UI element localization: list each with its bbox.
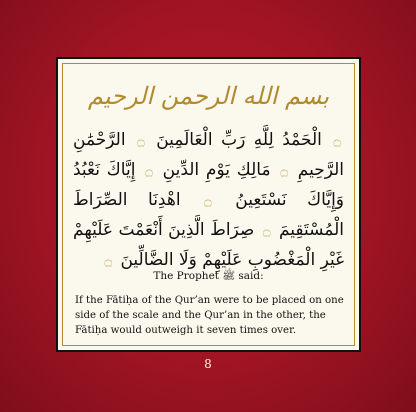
verse-mark: ۝ — [145, 164, 153, 179]
card-inner-border — [62, 63, 355, 346]
verse-1: الْحَمْدُ لِلَّهِ رَبِّ الْعَالَمِينَ — [156, 130, 322, 150]
verse-mark: ۝ — [204, 194, 212, 209]
verse-mark: ۝ — [333, 134, 342, 149]
verse-6: صِرَاطَ الَّذِينَ أَنْعَمْتَ عَلَيْهِمْ غَيْرِ الْمَغْضُوبِ عَلَيْهِمْ وَلَا الضَّالِّينَ — [73, 220, 344, 270]
surah-fatiha-verses — [73, 126, 344, 276]
page-number: 8 — [204, 357, 212, 371]
verse-5: اهْدِنَا الصِّرَاطَ الْمُسْتَقِيمَ — [73, 190, 345, 240]
basmala-calligraphy: بسم الله الرحمن الرحيم — [87, 82, 330, 110]
hadith-caption: The Prophet ﷺ said: — [153, 270, 264, 282]
verse-mark: ۝ — [104, 254, 113, 269]
verse-mark: ۝ — [262, 224, 271, 239]
verse-2: الرَّحْمَٰنِ الرَّحِيمِ — [73, 130, 345, 180]
verse-3: مَالِكِ يَوْمِ الدِّينِ — [162, 160, 271, 180]
verse-mark: ۝ — [137, 134, 145, 149]
verse-4: إِيَّاكَ نَعْبُدُ وَإِيَّاكَ نَسْتَعِينُ — [73, 160, 345, 210]
verse-mark: ۝ — [280, 164, 288, 179]
text-card — [56, 57, 361, 352]
hadith-text: If the Fātiḥa of the Qur’an were to be placed on one side of the scale and the Qur’an in the other, the Fātiḥa would outweigh it seven times over. — [75, 295, 344, 336]
